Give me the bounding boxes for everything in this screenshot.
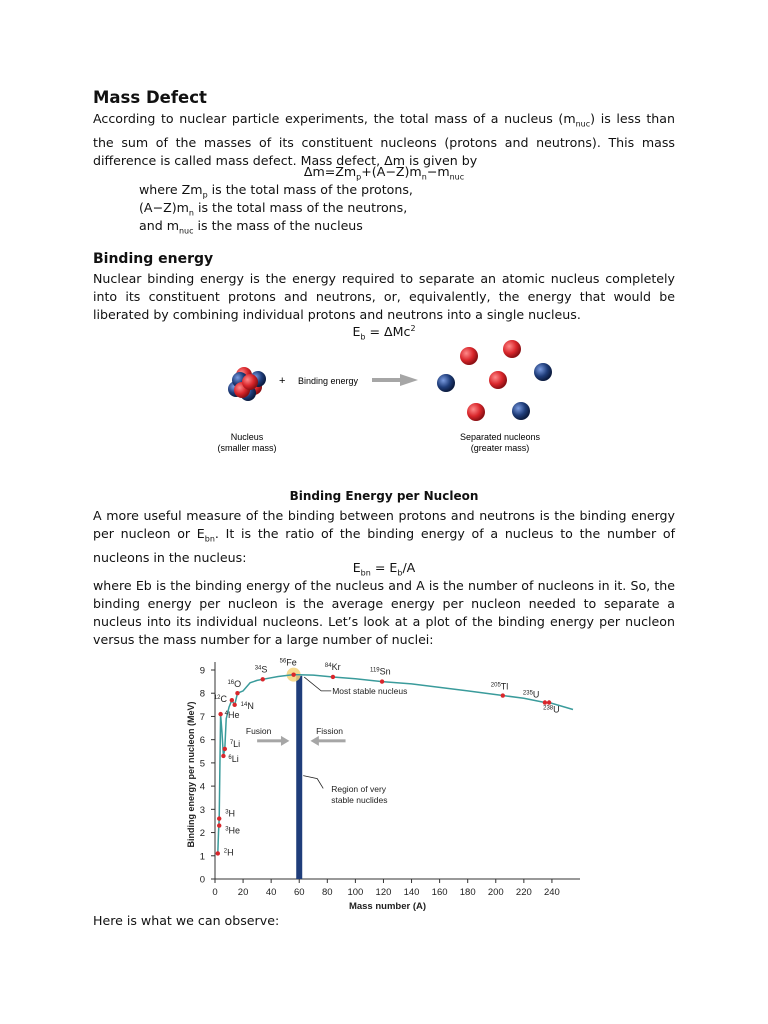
mass-defect-paragraph: According to nuclear particle experiments, the total mass of a nucleus $(m_{nuc})$ is less than the sum of the masses of its constituent nucleons (protons and neutrons). This mass difference is called mass defect. Mass defect, Δm is given by — [93, 111, 675, 168]
right-arrow — [372, 374, 418, 386]
plus-sign: + — [279, 375, 286, 387]
point-label-205tl: $^{205}$Tl — [490, 681, 509, 692]
data-point-2h — [216, 851, 220, 855]
y-tick-label: 2 — [199, 828, 205, 840]
point-label-56fe: $^{56}$Fe — [279, 657, 297, 668]
point-label-238u: $^{238}$U — [543, 704, 560, 715]
data-point-119sn — [380, 679, 384, 683]
point-label-235u: $^{235}$U — [522, 689, 540, 700]
point-label-119sn: $^{119}$Sn — [370, 666, 391, 677]
region-label-line1: Region of very — [331, 783, 387, 794]
definition-nucleus: and $m_{nuc}$ is the mass of the nucleus — [139, 218, 363, 236]
y-tick-label: 0 — [199, 874, 205, 886]
heading-mass-defect: Mass Defect — [93, 88, 207, 107]
data-point-84kr — [331, 675, 335, 679]
separated-label: Separated nucleons — [459, 432, 541, 442]
fusion-label: Fusion — [245, 725, 272, 736]
ben-paragraph-1: A more useful measure of the binding between protons and neutrons is the binding energy per nucleon or $E_{bn}$. It is the ratio of the binding energy of a nucleus to the number of nucleons in the nucleus: — [93, 508, 676, 565]
x-tick-label: 180 — [459, 887, 476, 898]
binding-energy-curve — [213, 675, 573, 854]
fusion-arrow-head — [281, 736, 289, 746]
point-label-4he: $^4$He — [224, 710, 240, 721]
data-point-6li — [221, 754, 225, 758]
nucleus-label: Nucleus — [230, 432, 264, 442]
data-point-14n — [232, 703, 236, 707]
point-label-6li: $^6$Li — [228, 753, 239, 764]
binding-energy-paragraph: Nuclear binding energy is the energy required to separate an atomic nucleus completely into its constituent protons and neutrons, or, equivalently, the energy that would be liberated by combining individual protons and neutrons into a single nucleus. — [93, 271, 675, 322]
definition-protons: where $Zm_p$ is the total mass of the protons, — [139, 182, 413, 200]
point-label-3h: $^3$H — [225, 808, 236, 819]
data-point-7li — [223, 747, 227, 751]
y-axis-label: Binding energy per nucleon (MeV) — [186, 701, 196, 848]
y-tick-label: 5 — [199, 758, 205, 770]
region-leader — [303, 776, 323, 789]
heading-binding-energy: Binding energy — [93, 251, 214, 267]
nucleus-sublabel: (smaller mass) — [217, 443, 277, 453]
binding-energy-label: Binding energy — [298, 376, 359, 386]
data-point-56fe — [291, 672, 295, 676]
region-label-line2: stable nuclides — [331, 794, 388, 805]
nucleus-cluster — [228, 367, 266, 401]
most-stable-label: Most stable nucleus — [332, 685, 408, 696]
point-label-3he: $^3$He — [225, 825, 241, 836]
ben-equation: $E_{bn} = E_b/A$ — [352, 560, 416, 578]
y-tick-label: 9 — [199, 665, 205, 677]
data-point-3he — [217, 823, 221, 827]
binding-energy-chart — [180, 655, 590, 915]
y-tick-label: 1 — [199, 851, 205, 863]
y-tick-label: 6 — [199, 735, 205, 747]
point-label-7li: $^7$Li — [229, 738, 241, 749]
y-tick-label: 3 — [199, 804, 205, 816]
data-point-238u — [547, 700, 551, 704]
x-tick-label: 240 — [543, 887, 560, 898]
definition-neutrons: $(A-Z)m_n$ is the total mass of the neutrons, — [139, 200, 408, 218]
data-point-12c — [230, 698, 234, 702]
point-label-2h: $^2$H — [223, 847, 234, 858]
fission-arrow-shaft — [317, 739, 345, 742]
y-tick-label: 7 — [199, 711, 205, 723]
heading-binding-energy-per-nucleon: Binding Energy per Nucleon — [289, 489, 479, 503]
x-tick-label: 160 — [431, 887, 448, 898]
closing-line: Here is what we can observe: — [93, 913, 280, 928]
x-tick-label: 140 — [403, 887, 420, 898]
fission-arrow-head — [310, 736, 318, 746]
point-label-14n: $^{14}$N — [240, 700, 254, 711]
x-tick-label: 0 — [212, 887, 218, 898]
y-tick-label: 4 — [199, 781, 205, 793]
binding-energy-equation: $E_b = \Delta Mc^2$ — [352, 324, 416, 342]
x-tick-label: 200 — [487, 887, 504, 898]
fusion-arrow-shaft — [257, 739, 282, 742]
point-label-84kr: $^{84}$Kr — [324, 661, 341, 672]
ben-paragraph-2: where Eb is the binding energy of the nucleus and A is the number of nucleons in it. So, the binding energy per nucleon is the average energy per nucleon needed to separate a nucleus into its individual nucleons. Let’s look at a plot of the binding energy per nucleon versus the mass number for a large number of nuclei: — [93, 578, 675, 647]
point-label-12c: $^{12}$C — [213, 694, 228, 705]
y-tick-label: 8 — [199, 688, 205, 700]
separated-sublabel: (greater mass) — [470, 443, 530, 453]
x-tick-label: 80 — [322, 887, 333, 898]
data-point-205tl — [501, 693, 505, 697]
x-tick-label: 60 — [293, 887, 305, 898]
data-point-4he — [218, 712, 222, 716]
x-tick-label: 220 — [515, 887, 532, 898]
separated-nucleons — [437, 340, 552, 421]
fission-label: Fission — [316, 725, 344, 736]
data-point-34s — [261, 677, 265, 681]
x-tick-label: 20 — [237, 887, 249, 898]
point-label-34s: $^{34}$S — [254, 664, 268, 675]
x-tick-label: 40 — [265, 887, 277, 898]
most-stable-leader — [304, 677, 331, 691]
stable-region-band — [296, 676, 302, 879]
x-axis-label: Mass number (A) — [348, 901, 427, 912]
point-label-16o: $^{16}$O — [227, 679, 242, 690]
nucleus-separation-figure — [200, 335, 580, 460]
data-point-16o — [235, 691, 239, 695]
data-point-235u — [543, 700, 547, 704]
data-point-3h — [217, 816, 221, 820]
x-tick-label: 100 — [347, 887, 364, 898]
mass-defect-equation: $\Delta m=Zm_p+(A-Z)m_n-m_{nuc}$ — [303, 164, 465, 182]
x-tick-label: 120 — [375, 887, 392, 898]
